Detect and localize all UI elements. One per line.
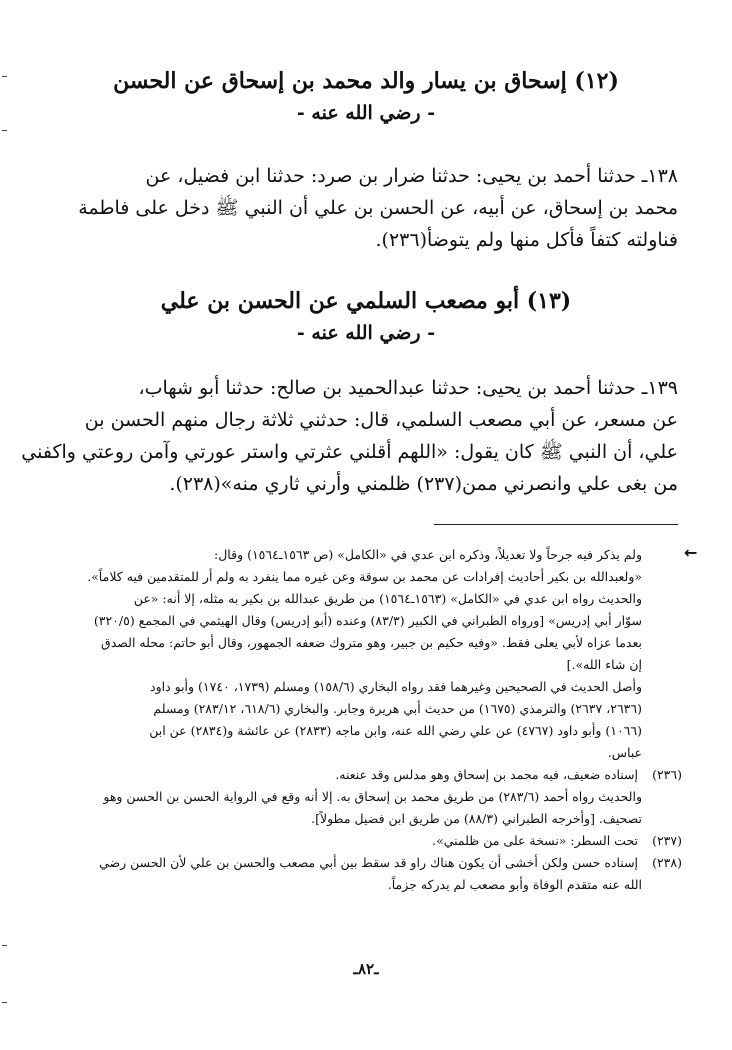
footnote-238 (62, 852, 682, 874)
footnote-continued-line: إن شاء الله».] (566, 657, 642, 672)
footnote-continued-line: سوّار أبي إدريس» [ورواه الطبراني في الكبير (٨٣/٣) وعنده (أبو إدريس) وقال الهيثمي في المجمع (٣٢٠/٥) (93, 613, 642, 628)
footnote-237 (62, 830, 682, 852)
hadith-138-line: ١٣٨ـ حدثنا أحمد بن يحيى: حدثنا ضرار بن صرد: حدثنا ابن فضيل، عن (145, 165, 678, 187)
continuation-arrow-icon: ← (684, 543, 698, 562)
footnote-continued-line: بعدما عزاه لأبي يعلى فقط. «وفيه حكيم بن جبير، وهو متروك ضعفه الجمهور، وقال أبو حاتم: محله الصدق (101, 635, 642, 650)
section-13-title: (١٣) أبو مصعب السلمي عن الحسن بن علي (160, 288, 572, 314)
hadith-139 (21, 372, 678, 500)
footnote-number: (٢٣٨) (652, 855, 682, 870)
hadith-139-line: ١٣٩ـ حدثنا أحمد بن يحيى: حدثنا عبدالحميد بن صالح: حدثنا أبو شهاب، (138, 377, 678, 399)
footnote-continued-line: عباس. (607, 745, 642, 760)
hadith-139-line: من بغى علي وانصرني ممن(٢٣٧) ظلمني وأرني ثاري منه»(٢٣٨). (169, 473, 678, 495)
footnotes (62, 544, 682, 896)
margin-mark (2, 945, 7, 946)
footnote-text: إسناده ضعيف، فيه محمد بن إسحاق وهو مدلس وقد عنعنه. (335, 767, 639, 782)
footnote-number: (٢٣٧) (652, 833, 682, 848)
footnote-continued-line: والحديث رواه ابن عدي في «الكامل» (١٥٦٣ـ١٥٦٤) من طريق عبدالله بن بكير به مثله، إلا أنه: «عن (133, 591, 642, 606)
section-13-subtitle: - رضي الله عنه - (296, 322, 436, 344)
footnote-236-line: تصحيف. [وأخرجه الطبراني (٨٨/٣) من طريق ابن فضيل مطولاً]. (311, 811, 642, 826)
footnote-238-line: الله عنه متقدم الوفاة وأبو مصعب لم يدركه جزماً. (387, 877, 642, 892)
section-12-title: (١٢) إسحاق بن يسار والد محمد بن إسحاق عن الحسن (113, 68, 619, 94)
footnote-236 (62, 764, 682, 786)
footnote-236-line: والحديث رواه أحمد (٢٨٣/٦) من طريق محمد بن إسحاق به. إلا أنه وقع في الرواية الحسن بن الحسن وهو (103, 789, 642, 804)
hadith-138-line: فناولته كتفاً فأكل منها ولم يتوضأ(٢٣٦). (375, 229, 678, 251)
section-12-subtitle: - رضي الله عنه - (296, 102, 436, 124)
footnote-continued-line: (٢٦٣٦، ٢٦٣٧) والترمذي (١٦٧٥) من حديث أبي هريرة وجابر. والبخاري (٦١٨/٦، ٢٨٣/١٢) ومسلم (153, 701, 642, 716)
footnote-continued-line: «ولعبدالله بن بكير أحاديث إفرادات عن محمد بن سوقة وعن غيره مما ينفرد به ولم أر للمتقدمين فيه كلاماً». (87, 569, 642, 584)
footnote-number: (٢٣٦) (652, 767, 682, 782)
hadith-139-line: علي، أن النبي ﷺ كان يقول: «اللهم أقلني عثرتي واستر عورتي وآمن روعتي واكفني (21, 441, 678, 463)
margin-mark (2, 76, 7, 77)
footnote-continued-line: ولم يذكر فيه جرحاً ولا تعديلاً، وذكره ابن عدي في «الكامل» (ص ١٥٦٣ـ١٥٦٤) وقال: (213, 547, 642, 562)
page-number: ـ٨٢ـ (353, 960, 379, 978)
hadith-138-line: محمد بن إسحاق، عن أبيه، عن الحسن بن علي أن النبي ﷺ دخل على فاطمة (78, 197, 678, 219)
footnote-continued-line: وأصل الحديث في الصحيحين وغيرهما فقد رواه البخاري (١٥٨/٦) ومسلم (١٧٣٩، ١٧٤٠) وأبو داود (150, 679, 642, 694)
footnote-separator (434, 524, 678, 525)
footnote-text: إسناده حسن ولكن أخشى أن يكون هناك راو قد سقط بين أبي مصعب والحسن بن علي لأن الحسن رضي (99, 855, 639, 870)
footnote-continued-line: (١٠٦٦) وأبو داود (٤٧٦٧) عن علي رضي الله عنه، وابن ماجه (٢٨٣٣) عن عائشة و(٢٨٣٤) عن ابن (149, 723, 642, 738)
margin-mark (2, 130, 7, 131)
hadith-138 (72, 160, 678, 256)
footnote-text: تحت السطر: «نسخة على من ظلمني». (432, 833, 639, 848)
margin-mark (2, 1002, 7, 1003)
hadith-139-line: عن مسعر، عن أبي مصعب السلمي، قال: حدثني ثلاثة رجال منهم الحسن بن (84, 409, 678, 431)
